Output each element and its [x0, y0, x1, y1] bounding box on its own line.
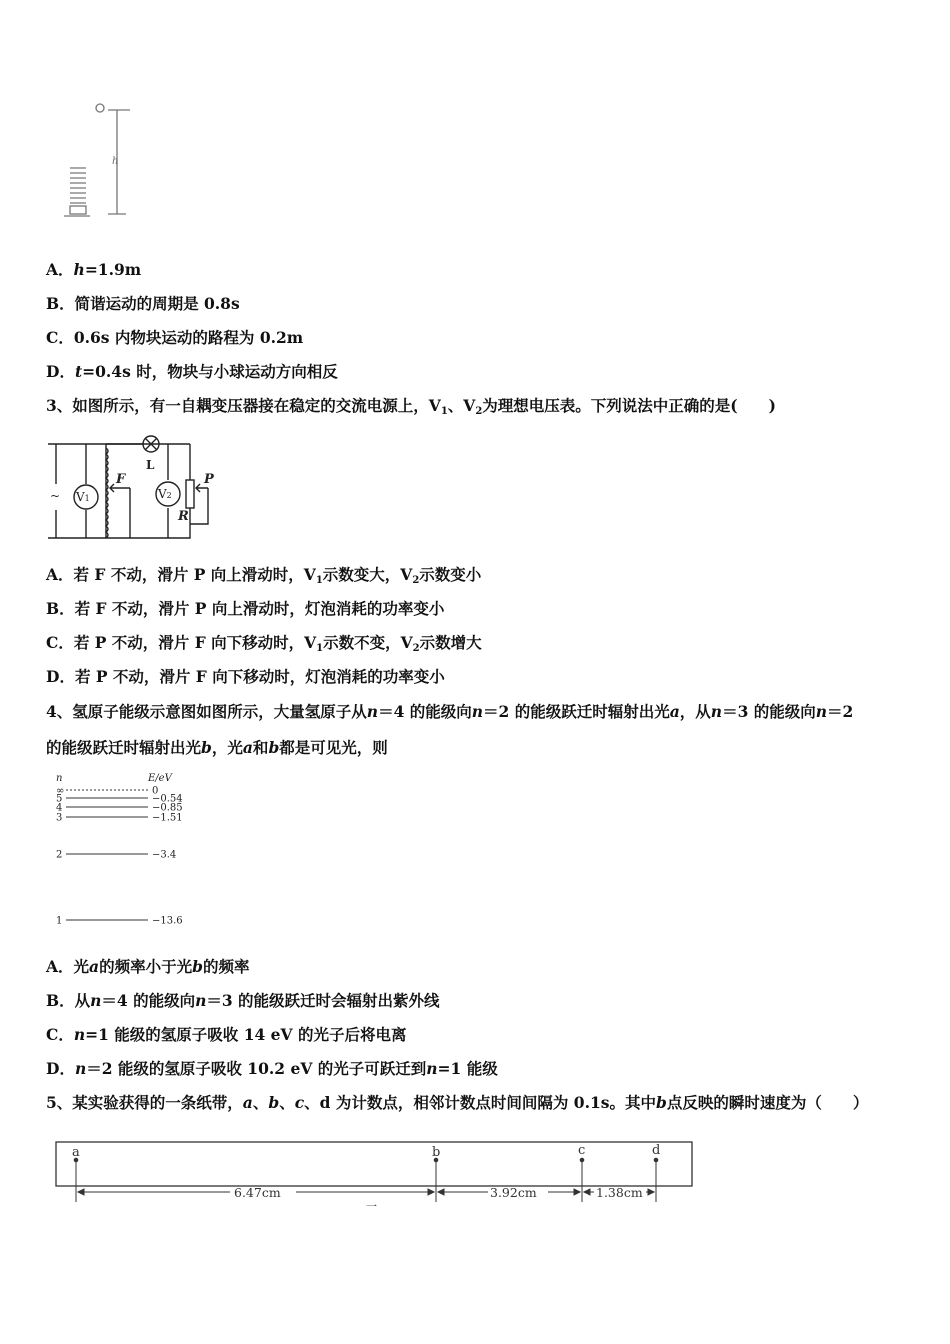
point-d-dot	[654, 1158, 658, 1162]
header-e: E/eV	[148, 773, 172, 784]
v2-sub: 2	[166, 491, 172, 500]
q2-option-c: C．0.6s 内物块运动的路程为 0.2m	[46, 328, 304, 347]
v1-label: V	[76, 490, 85, 504]
r-label: R	[178, 509, 189, 524]
level-n-label: 1	[56, 915, 63, 927]
svg-text:V2	[157, 487, 172, 501]
resistor-r	[186, 480, 194, 508]
level-energy-label: −13.6	[152, 915, 183, 927]
block	[70, 206, 86, 214]
spring-ball-figure	[60, 98, 160, 226]
point-d: d	[652, 1143, 661, 1158]
level-energy-label: −0.54	[152, 793, 183, 805]
q4-option-a: A．光a的频率小于光b的频率	[46, 957, 250, 976]
v2-label: V	[158, 487, 167, 501]
header-n: n	[56, 773, 63, 784]
q4-option-d: D．n＝2 能级的氢原子吸收 10.2 eV 的光子可跃迁到n=1 能级	[46, 1059, 498, 1078]
level-n-label: 2	[56, 849, 63, 861]
q4-stem-line2: 的能级跃迁时辐射出光b，光a和b都是可见光，则	[46, 738, 388, 757]
v1-sub: 1	[84, 494, 90, 503]
dist-cd: 1.38cm	[596, 1185, 643, 1200]
autotransformer-circuit	[46, 428, 226, 542]
point-a: a	[72, 1145, 80, 1160]
level-energy-label: −3.4	[152, 849, 177, 861]
level-n-label: 5	[56, 793, 63, 805]
q4-option-b: B．从n＝4 的能级向n＝3 的能级跃迁时会辐射出紫外线	[46, 991, 440, 1010]
ball	[96, 104, 104, 112]
q3-option-b: B．若 F 不动，滑片 P 向上滑动时，灯泡消耗的功率变小	[46, 599, 445, 618]
spring	[70, 168, 86, 203]
paper-tape	[56, 1140, 696, 1212]
p-label: P	[204, 472, 214, 487]
height-label: h	[112, 156, 119, 167]
svg-text:V1	[75, 490, 90, 504]
q2-option-d: D．t=0.4s 时，物块与小球运动方向相反	[46, 362, 338, 381]
energy-level-diagram	[52, 770, 202, 932]
point-c-dot	[580, 1158, 584, 1162]
slider-p	[190, 484, 208, 524]
point-c: c	[578, 1143, 586, 1158]
q5-stem: 5、某实验获得的一条纸带，a、b、c、d 为计数点，相邻计数点时间间隔为 0.1s。其中b点反映的瞬时速度为（ ）	[46, 1093, 869, 1112]
level-n-label: ∞	[56, 785, 65, 797]
q3-option-d: D．若 P 不动，滑片 F 向下移动时，灯泡消耗的功率变小	[46, 667, 445, 686]
level-energy-label: −1.51	[152, 812, 183, 824]
q4-option-c: C．n=1 能级的氢原子吸收 14 eV 的光子后将电离	[46, 1025, 407, 1044]
q4-stem-line1: 4、氢原子能级示意图如图所示，大量氢原子从n＝4 的能级向n＝2 的能级跃迁时辐射出光a，从n＝3 的能级向n＝2	[46, 702, 854, 721]
q3-option-c: C．若 P 不动，滑片 F 向下移动时，$V_1$示数不变，$V_2$示数增大	[46, 633, 482, 654]
q3-option-a: A．若 F 不动，滑片 P 向上滑动时，$V_1$示数变大，$V_2$示数变小	[46, 565, 482, 586]
q2-option-a: A．h=1.9m	[46, 260, 142, 279]
q3-stem: 3、如图所示，有一自耦变压器接在稳定的交流电源上，$V_1$、$V_2$为理想电压表。下列说法中正确的是( )	[46, 396, 776, 417]
q2-option-b: B．简谐运动的周期是 0.8s	[46, 294, 240, 313]
level-n-label: 4	[56, 802, 63, 814]
dist-ab: 6.47cm	[234, 1185, 281, 1200]
level-energy-label: −0.85	[152, 802, 183, 814]
level-energy-label: 0	[152, 785, 159, 797]
f-label: F	[116, 472, 126, 487]
ac-symbol: ~	[50, 489, 61, 503]
point-b: b	[432, 1145, 441, 1160]
tape-strip	[56, 1142, 692, 1186]
dist-bc: 3.92cm	[490, 1185, 537, 1200]
level-n-label: 3	[56, 812, 63, 824]
lamp-label: L	[146, 458, 155, 472]
tape-mark: 一	[366, 1200, 377, 1213]
